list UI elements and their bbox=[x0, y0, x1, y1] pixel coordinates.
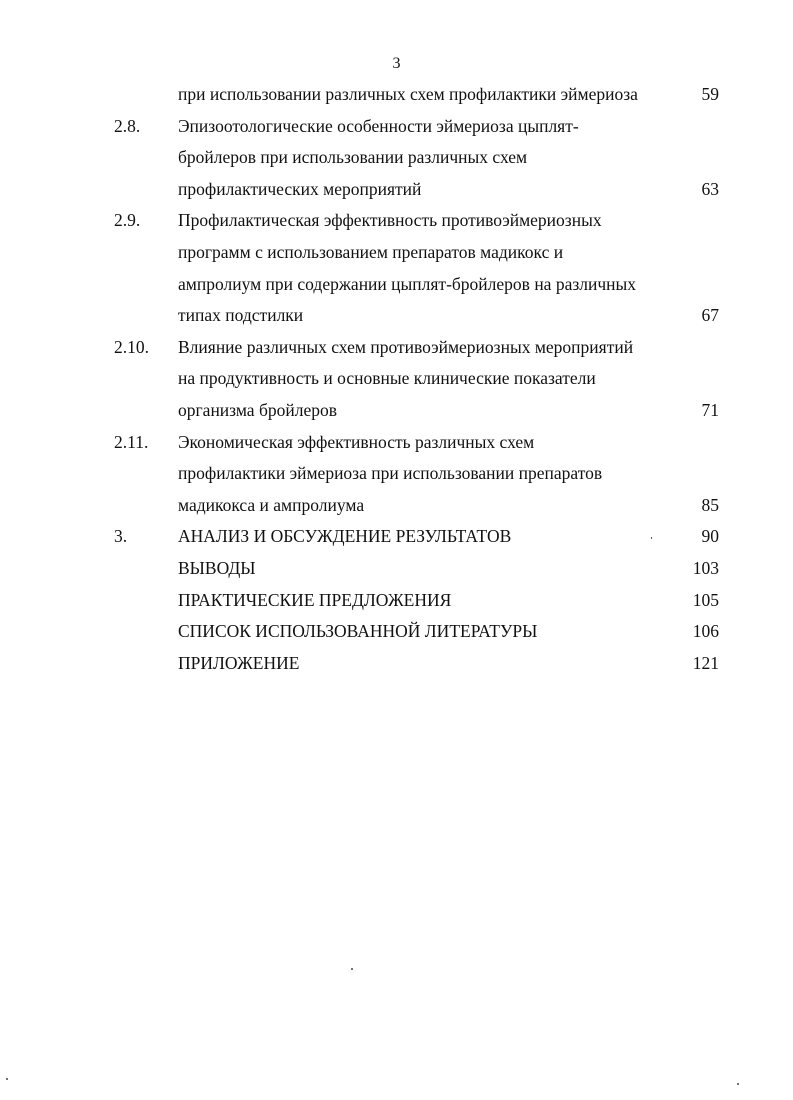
toc-line bbox=[0, 270, 793, 298]
toc-entry-text: организма бройлеров bbox=[178, 400, 337, 420]
toc-line bbox=[0, 586, 793, 614]
page-number: 3 bbox=[392, 55, 401, 72]
toc-page-number: 105 bbox=[692, 589, 719, 610]
toc-line bbox=[0, 301, 793, 329]
toc-section-number: 2.8. bbox=[114, 115, 141, 136]
toc-entry-text: ПРИЛОЖЕНИЕ bbox=[178, 652, 300, 673]
toc-entry-text: Эпизоотологические особенности эймериоза цыплят- bbox=[178, 115, 579, 136]
toc-line bbox=[0, 175, 793, 203]
toc-page-number: 59 bbox=[701, 84, 719, 104]
scan-speck bbox=[6, 1078, 8, 1080]
toc-entry-text: АНАЛИЗ И ОБСУЖДЕНИЕ РЕЗУЛЬТАТОВ bbox=[178, 526, 512, 547]
toc-entry-text: типах подстилки bbox=[178, 305, 304, 326]
toc-line bbox=[0, 522, 793, 550]
toc-entry-text: Экономическая эффективность различных схем bbox=[178, 431, 535, 452]
toc-line bbox=[0, 333, 793, 361]
toc-line bbox=[0, 238, 793, 266]
toc-line bbox=[0, 80, 793, 108]
toc-section-number: 2.9. bbox=[114, 210, 141, 231]
toc-entry-text: СПИСОК ИСПОЛЬЗОВАННОЙ ЛИТЕРАТУРЫ bbox=[178, 621, 538, 642]
scan-speck bbox=[651, 537, 652, 539]
toc-line bbox=[0, 617, 793, 645]
toc-section-number: 2.10. bbox=[114, 336, 149, 357]
toc-page-number: 106 bbox=[692, 621, 719, 642]
toc-entry-text: профилактических мероприятий bbox=[178, 178, 422, 199]
toc-section-number: 3. bbox=[114, 526, 128, 547]
toc-entry-text: программ с использованием препаратов мадикокс и bbox=[178, 242, 564, 262]
toc-entry-text: профилактики эймериоза при использовании препаратов bbox=[178, 463, 603, 484]
toc-line bbox=[0, 364, 793, 392]
toc-page-number: 71 bbox=[701, 400, 719, 420]
toc-line bbox=[0, 112, 793, 140]
toc-line bbox=[0, 143, 793, 171]
toc-line bbox=[0, 396, 793, 424]
toc-section-number: 2.11. bbox=[114, 431, 149, 452]
toc-line bbox=[0, 206, 793, 234]
toc-line bbox=[0, 554, 793, 582]
toc-entry-text: мадикокса и ампролиума bbox=[178, 494, 365, 515]
toc-line bbox=[0, 428, 793, 456]
toc-line bbox=[0, 459, 793, 487]
toc-entry-text: ПРАКТИЧЕСКИЕ ПРЕДЛОЖЕНИЯ bbox=[178, 589, 452, 610]
toc-entry-text: на продуктивность и основные клинические показатели bbox=[178, 368, 596, 389]
toc-entry-text: ампролиум при содержании цыплят-бройлеров на различных bbox=[178, 273, 637, 294]
toc-entry-text: Профилактическая эффективность противоэймериозных bbox=[178, 210, 602, 231]
toc-page-number: 85 bbox=[701, 494, 719, 515]
toc-entry-text: при использовании различных схем профилактики эймериоза bbox=[178, 84, 638, 104]
toc-line bbox=[0, 491, 793, 519]
toc-page-number: 103 bbox=[692, 558, 719, 578]
toc-line bbox=[0, 649, 793, 677]
toc-entry-text: бройлеров при использовании различных схем bbox=[178, 147, 528, 168]
scan-speck bbox=[351, 968, 353, 970]
toc-page-number: 63 bbox=[701, 178, 719, 199]
toc-entry-text: Влияние различных схем противоэймериозных мероприятий bbox=[178, 336, 634, 357]
toc-page-number: 90 bbox=[701, 526, 719, 547]
toc-page-number: 121 bbox=[692, 652, 719, 673]
toc-entry-text: ВЫВОДЫ bbox=[178, 558, 256, 578]
scan-speck bbox=[737, 1083, 739, 1085]
toc-page-number: 67 bbox=[701, 305, 719, 326]
